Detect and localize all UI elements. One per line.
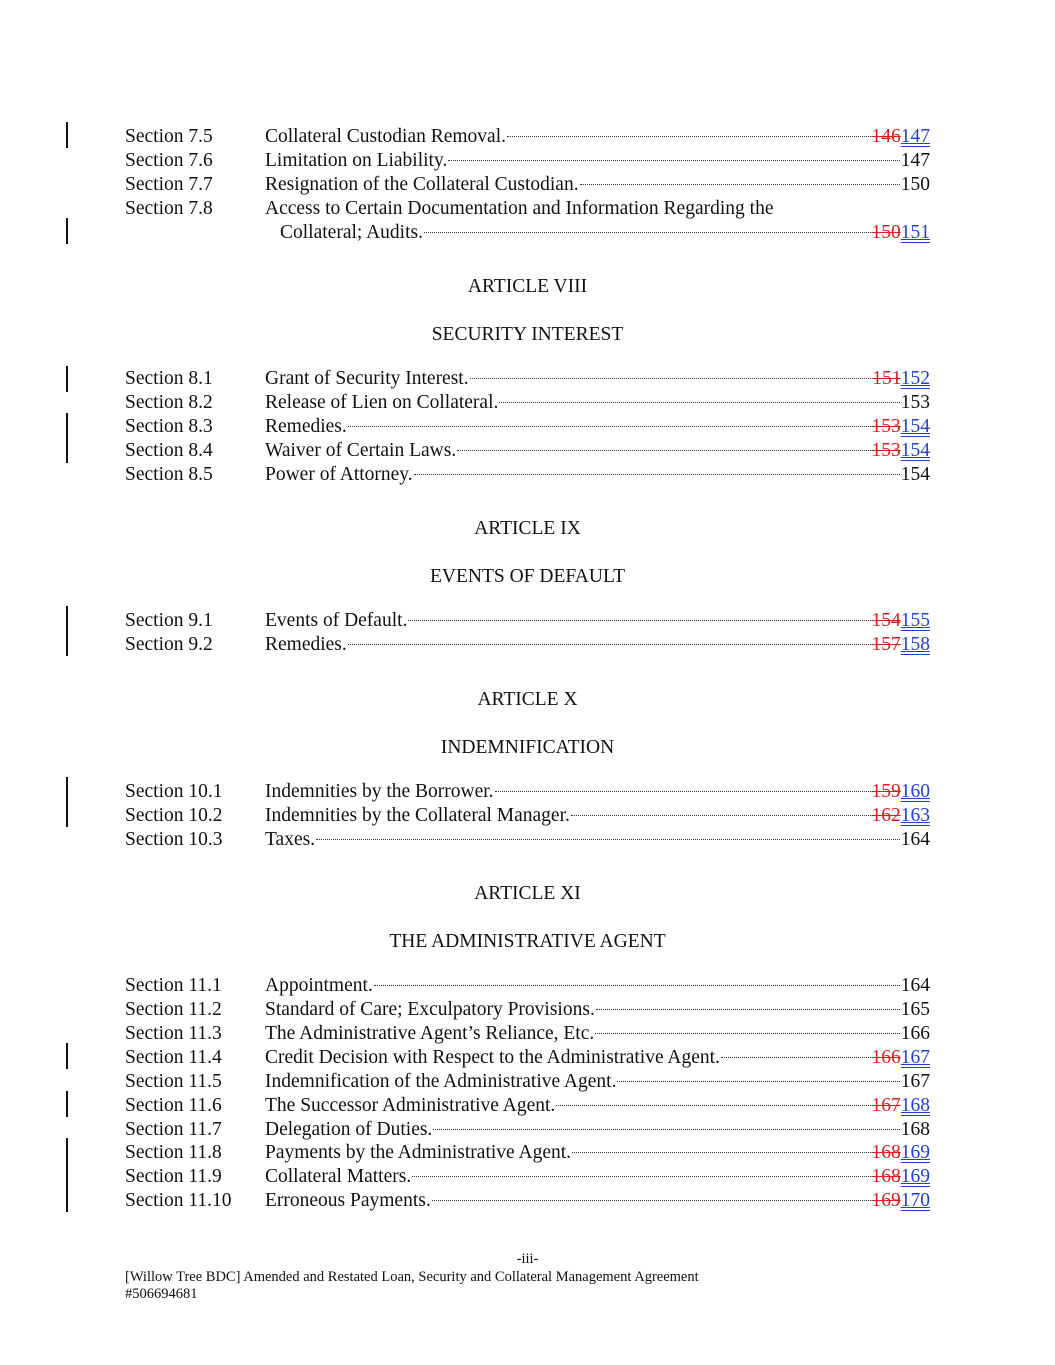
article-label: ARTICLE IX	[474, 518, 581, 539]
toc-entry[interactable]	[125, 391, 930, 415]
deleted-page-number: 169	[871, 1190, 901, 1211]
page-number: 150	[900, 174, 930, 195]
dot-leader	[348, 644, 871, 645]
section-number: Section 11.8	[125, 1142, 222, 1163]
section-title: Taxes.	[265, 829, 316, 850]
section-number: Section 7.6	[125, 150, 213, 171]
section-title: Payments by the Administrative Agent.	[265, 1142, 572, 1163]
toc-entry[interactable]	[125, 1022, 930, 1046]
dot-leader	[414, 474, 900, 475]
toc-entry[interactable]	[125, 463, 930, 487]
dot-leader	[721, 1057, 871, 1058]
section-title: Standard of Care; Exculpatory Provisions.	[265, 999, 595, 1020]
deleted-page-number: 157	[871, 634, 901, 655]
page-number: 167	[900, 1071, 930, 1092]
dot-leader	[507, 136, 871, 137]
deleted-page-number: 146	[871, 126, 901, 147]
change-bar	[66, 366, 68, 392]
toc-entry[interactable]	[125, 173, 930, 197]
deleted-page-number: 154	[871, 610, 901, 631]
article-title: EVENTS OF DEFAULT	[429, 566, 625, 587]
section-title: Release of Lien on Collateral.	[265, 392, 499, 413]
section-title: Indemnification of the Administrative Agent.	[265, 1071, 617, 1092]
toc-entry[interactable]	[125, 125, 930, 149]
inserted-page-number[interactable]: 154	[900, 440, 930, 461]
dot-leader	[571, 815, 871, 816]
section-title: Remedies.	[265, 634, 347, 655]
section-number: Section 11.5	[125, 1071, 222, 1092]
article-label: ARTICLE VIII	[467, 276, 588, 297]
section-title: Remedies.	[265, 416, 347, 437]
inserted-page-number[interactable]: 154	[900, 416, 930, 437]
section-number: Section 7.8	[125, 198, 213, 219]
deleted-page-number: 153	[871, 416, 901, 437]
toc-entry[interactable]	[125, 367, 930, 391]
section-title: Grant of Security Interest.	[265, 368, 469, 389]
toc-entry[interactable]	[125, 149, 930, 173]
dot-leader	[580, 184, 900, 185]
change-bar	[66, 1091, 68, 1117]
section-number: Section 8.4	[125, 440, 213, 461]
section-title: Access to Certain Documentation and Information Regarding the	[265, 198, 774, 219]
dot-leader	[457, 450, 870, 451]
section-title: Events of Default.	[265, 610, 408, 631]
section-number: Section 11.9	[125, 1166, 222, 1187]
article-label: ARTICLE XI	[474, 883, 581, 904]
toc-entry[interactable]	[125, 633, 930, 657]
change-bar	[66, 1043, 68, 1069]
section-number: Section 8.1	[125, 368, 213, 389]
dot-leader	[617, 1081, 899, 1082]
section-number: Section 8.5	[125, 464, 213, 485]
page-number: 164	[900, 975, 930, 996]
page-number: 166	[900, 1023, 930, 1044]
inserted-page-number[interactable]: 151	[900, 222, 930, 243]
deleted-page-number: 151	[872, 368, 901, 389]
inserted-page-number[interactable]: 170	[900, 1190, 930, 1211]
page-number: 165	[900, 999, 930, 1020]
section-number: Section 8.3	[125, 416, 213, 437]
toc-entry[interactable]	[125, 415, 930, 439]
dot-leader	[348, 426, 871, 427]
deleted-page-number: 150	[871, 222, 901, 243]
article-title: SECURITY INTEREST	[431, 324, 624, 345]
article-label: ARTICLE X	[477, 689, 578, 710]
dot-leader	[596, 1009, 900, 1010]
change-bar	[66, 1138, 68, 1212]
section-title: Credit Decision with Respect to the Administrative Agent.	[265, 1047, 720, 1068]
section-number: Section 11.10	[125, 1190, 232, 1211]
toc-entry[interactable]	[125, 439, 930, 463]
section-number: Section 10.3	[125, 829, 223, 850]
page-number: 147	[900, 150, 930, 171]
section-title: The Administrative Agent’s Reliance, Etc.	[265, 1023, 595, 1044]
dot-leader	[408, 620, 870, 621]
inserted-page-number[interactable]: 169	[900, 1166, 930, 1187]
toc-entry[interactable]	[125, 609, 930, 633]
section-number: Section 11.3	[125, 1023, 222, 1044]
section-title: Delegation of Duties.	[265, 1119, 433, 1140]
deleted-page-number: 168	[871, 1142, 901, 1163]
inserted-page-number[interactable]: 147	[900, 126, 930, 147]
section-number: Section 11.1	[125, 975, 222, 996]
section-number: Section 8.2	[125, 392, 213, 413]
change-bar	[66, 413, 68, 463]
section-number: Section 11.2	[125, 999, 222, 1020]
dot-leader	[424, 232, 871, 233]
dot-leader	[448, 160, 899, 161]
change-bar	[66, 218, 68, 244]
dot-leader	[556, 1105, 870, 1106]
inserted-page-number[interactable]: 168	[900, 1095, 930, 1116]
section-number: Section 9.2	[125, 634, 213, 655]
section-title-continued: Collateral; Audits.	[280, 222, 423, 243]
dot-leader	[374, 985, 900, 986]
deleted-page-number: 153	[871, 440, 901, 461]
dot-leader	[433, 1129, 899, 1130]
section-title: Indemnities by the Collateral Manager.	[265, 805, 570, 826]
toc-entry[interactable]	[125, 780, 930, 804]
section-number: Section 7.7	[125, 174, 213, 195]
footer-document-id: #506694681	[125, 1286, 198, 1302]
deleted-page-number: 166	[871, 1047, 901, 1068]
deleted-page-number: 168	[871, 1166, 901, 1187]
section-title: Limitation on Liability.	[265, 150, 448, 171]
deleted-page-number: 159	[871, 781, 901, 802]
inserted-page-number[interactable]: 163	[900, 805, 930, 826]
page-number: 168	[900, 1119, 930, 1140]
change-bar	[66, 122, 68, 148]
toc-entry[interactable]	[125, 1046, 930, 1070]
footer-page-number: -iii-	[516, 1251, 539, 1267]
inserted-page-number[interactable]: 169	[900, 1142, 930, 1163]
toc-entry[interactable]	[125, 1094, 930, 1118]
dot-leader	[316, 839, 900, 840]
section-title: Waiver of Certain Laws.	[265, 440, 457, 461]
page-number: 154	[900, 464, 930, 485]
article-title: THE ADMINISTRATIVE AGENT	[389, 931, 666, 952]
deleted-page-number: 162	[871, 805, 901, 826]
dot-leader	[572, 1152, 870, 1153]
section-number: Section 11.4	[125, 1047, 222, 1068]
toc-entry[interactable]	[125, 974, 930, 998]
toc-entry[interactable]	[125, 1070, 930, 1094]
section-number: Section 11.6	[125, 1095, 222, 1116]
inserted-page-number[interactable]: 152	[900, 368, 930, 389]
inserted-page-number[interactable]: 167	[900, 1047, 930, 1068]
toc-entry[interactable]	[125, 1189, 930, 1213]
inserted-page-number[interactable]: 155	[900, 610, 930, 631]
deleted-page-number: 167	[871, 1095, 901, 1116]
dot-leader	[470, 378, 872, 379]
section-title: Collateral Matters.	[265, 1166, 412, 1187]
section-title: Appointment.	[265, 975, 373, 996]
toc-entry[interactable]	[125, 1141, 930, 1165]
section-number: Section 11.7	[125, 1119, 222, 1140]
toc-entry[interactable]	[125, 1165, 930, 1189]
section-title: Indemnities by the Borrower.	[265, 781, 494, 802]
section-title: Collateral Custodian Removal.	[265, 126, 506, 147]
dot-leader	[499, 402, 899, 403]
article-title: INDEMNIFICATION	[440, 737, 615, 758]
inserted-page-number[interactable]: 158	[900, 634, 930, 655]
section-title: Erroneous Payments.	[265, 1190, 431, 1211]
section-number: Section 9.1	[125, 610, 213, 631]
change-bar	[66, 777, 68, 827]
section-number: Section 10.2	[125, 805, 223, 826]
section-title: Power of Attorney.	[265, 464, 413, 485]
page-number: 164	[900, 829, 930, 850]
inserted-page-number[interactable]: 160	[900, 781, 930, 802]
toc-entry[interactable]	[125, 998, 930, 1022]
section-title: The Successor Administrative Agent.	[265, 1095, 556, 1116]
dot-leader	[412, 1176, 870, 1177]
page-number: 153	[900, 392, 930, 413]
footer-document-title: [Willow Tree BDC] Amended and Restated Loan, Security and Collateral Management Agreement	[125, 1269, 699, 1285]
dot-leader	[495, 791, 871, 792]
toc-entry[interactable]	[125, 804, 930, 828]
section-number: Section 10.1	[125, 781, 223, 802]
dot-leader	[432, 1200, 871, 1201]
toc-entry[interactable]	[125, 828, 930, 852]
change-bar	[66, 606, 68, 656]
toc-entry[interactable]	[125, 197, 930, 221]
section-title: Resignation of the Collateral Custodian.	[265, 174, 579, 195]
section-number: Section 7.5	[125, 126, 213, 147]
dot-leader	[595, 1033, 899, 1034]
toc-entry[interactable]	[125, 1118, 930, 1142]
toc-entry-continuation[interactable]	[125, 221, 930, 245]
